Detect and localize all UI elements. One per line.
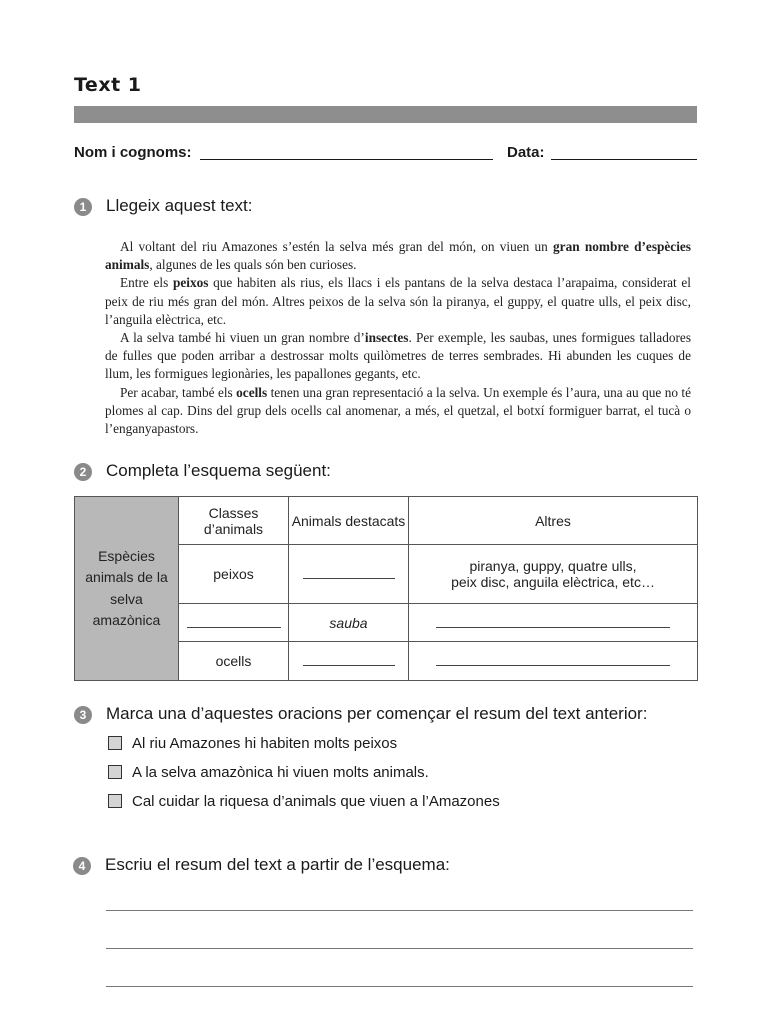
date-field[interactable] bbox=[551, 159, 697, 160]
option-3[interactable]: Cal cuidar la riquesa d’animals que viuen a l’Amazones bbox=[108, 793, 500, 810]
title-bar bbox=[74, 106, 697, 123]
option-1[interactable]: Al riu Amazones hi habiten molts peixos bbox=[108, 735, 397, 752]
species-label: Espècies animals de la selva amazònica bbox=[75, 497, 179, 681]
question-2-prompt: Completa l’esquema següent: bbox=[106, 461, 331, 480]
cell-featured-sauba: sauba bbox=[289, 604, 409, 642]
date-label: Data: bbox=[507, 144, 545, 161]
cell-others-peixos: piranya, guppy, quatre ulls, peix disc, anguila elèctrica, etc… bbox=[409, 545, 698, 604]
question-1-number: 1 bbox=[74, 198, 92, 216]
cell-others-blank-3[interactable] bbox=[409, 642, 698, 681]
cell-class-blank-2[interactable] bbox=[179, 604, 289, 642]
name-label: Nom i cognoms: bbox=[74, 144, 192, 161]
question-4-number: 4 bbox=[73, 857, 91, 875]
cell-featured-blank-1[interactable] bbox=[289, 545, 409, 604]
checkbox-1[interactable] bbox=[108, 736, 122, 750]
header-featured: Animals destacats bbox=[289, 497, 409, 545]
cell-class-peixos: peixos bbox=[179, 545, 289, 604]
page-title: Text 1 bbox=[74, 74, 142, 96]
reading-paragraph-1: Al voltant del riu Amazones s’estén la selva més gran del món, on viuen un gran nombre d’espècies animals, algunes de les quals són ben curioses. bbox=[105, 239, 691, 273]
reading-paragraph-3: A la selva també hi viuen un gran nombre d’insectes. Per exemple, les saubas, unes formigues talladores de fulles que poden arribar a destrossar molts quilòmetres de terres sembrades. Hi abunden les cuques de llum, les formigues legionàries, les papallones gegants, etc. bbox=[105, 330, 692, 382]
answer-line-3[interactable] bbox=[106, 986, 693, 987]
reading-paragraph-2: Entre els peixos que habiten als rius, els llacs i els pantans de la selva destaca l’arapaima, considerat el peix de riu més gran del món. Altres peixos de la selva són la piranya, el guppy, el quatre ulls, el peix disc, l’anguila elèctrica, etc. bbox=[105, 275, 691, 327]
question-1-prompt: Llegeix aquest text: bbox=[106, 196, 253, 215]
header-others: Altres bbox=[409, 497, 698, 545]
question-3-prompt: Marca una d’aquestes oracions per començar el resum del text anterior: bbox=[106, 704, 648, 723]
option-2[interactable]: A la selva amazònica hi viuen molts animals. bbox=[108, 764, 429, 781]
question-2-number: 2 bbox=[74, 463, 92, 481]
reading-text bbox=[105, 238, 691, 438]
checkbox-3[interactable] bbox=[108, 794, 122, 808]
checkbox-2[interactable] bbox=[108, 765, 122, 779]
schema-table bbox=[74, 496, 698, 681]
cell-class-ocells: ocells bbox=[179, 642, 289, 681]
cell-others-blank-2[interactable] bbox=[409, 604, 698, 642]
header-classes: Classes d’animals bbox=[179, 497, 289, 545]
question-4-prompt: Escriu el resum del text a partir de l’esquema: bbox=[105, 855, 450, 874]
cell-featured-blank-3[interactable] bbox=[289, 642, 409, 681]
answer-line-1[interactable] bbox=[106, 910, 693, 911]
name-field[interactable] bbox=[200, 159, 493, 160]
question-3-number: 3 bbox=[74, 706, 92, 724]
reading-paragraph-4: Per acabar, també els ocells tenen una gran representació a la selva. Un exemple és l’aura, una au que no té plomes al cap. Dins del grup dels ocells cal anomenar, a més, el quetzal, el botxí formiguer barrat, el tucà o l’enganyapastors. bbox=[105, 384, 692, 437]
name-date-row bbox=[74, 144, 697, 164]
answer-line-2[interactable] bbox=[106, 948, 693, 949]
